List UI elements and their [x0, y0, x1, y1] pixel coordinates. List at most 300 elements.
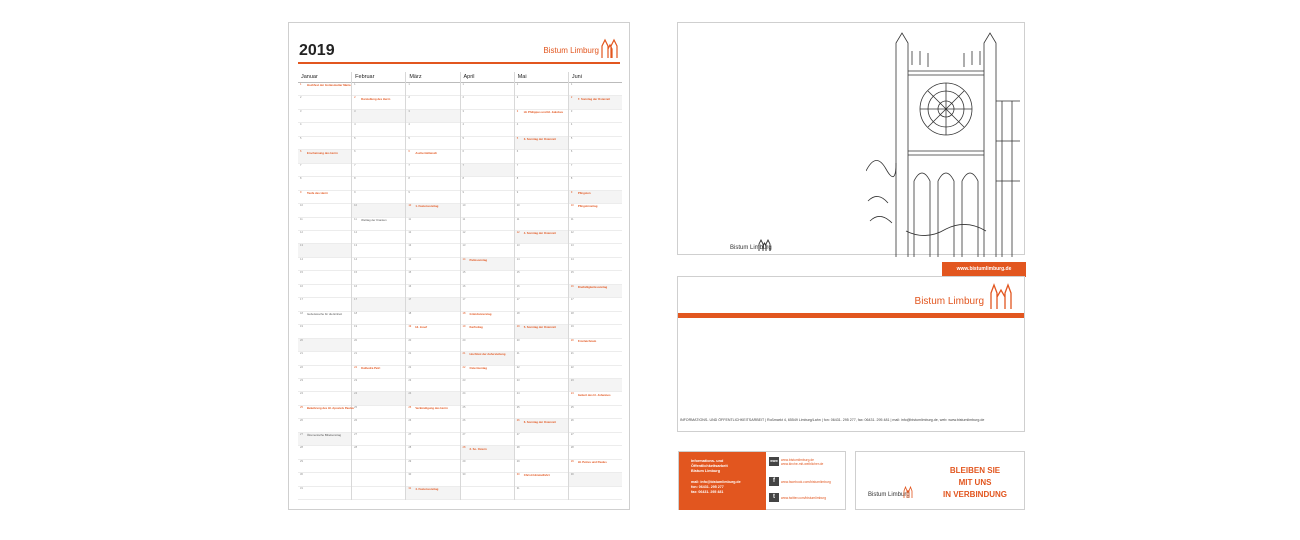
- calendar-day: [461, 271, 514, 284]
- day-number: 25: [462, 405, 466, 409]
- day-number: 19: [516, 325, 520, 329]
- day-number: 8: [300, 177, 302, 181]
- calendar-day: [298, 191, 351, 204]
- calendar-day: [461, 177, 514, 190]
- calendar-day: [298, 271, 351, 284]
- day-number: 22: [354, 365, 358, 369]
- day-number: 11: [462, 217, 466, 221]
- day-number: 22: [462, 365, 466, 369]
- calendar-event: 5. Sonntag der Osterzeit: [523, 325, 556, 330]
- day-number: 18: [570, 311, 574, 315]
- day-number: 9: [300, 190, 302, 194]
- calendar-day: [515, 433, 568, 446]
- month-name: Mai: [515, 72, 568, 83]
- wall-calendar: [288, 22, 630, 510]
- day-number: 21: [354, 352, 358, 356]
- day-number: 27: [462, 432, 466, 436]
- calendar-day: [461, 460, 514, 473]
- calendar-day: [569, 446, 622, 459]
- calendar-day: [352, 460, 405, 473]
- day-number: 9: [516, 190, 519, 194]
- flyer-mail[interactable]: mail: info@bistumlimburg.de: [691, 480, 741, 484]
- day-number: 22: [516, 365, 520, 369]
- flyer-web-link[interactable]: www.kirche-mit-weiblicher.de: [781, 461, 824, 466]
- day-number: 20: [354, 338, 358, 342]
- calendar-day: [352, 406, 405, 419]
- day-number: 13: [408, 244, 412, 248]
- calendar-day: [515, 123, 568, 136]
- calendar-day: [352, 352, 405, 365]
- day-number: 24: [516, 392, 520, 396]
- letterhead-rule: [678, 313, 1024, 318]
- calendar-day: [298, 204, 351, 217]
- calendar-day: [515, 285, 568, 298]
- calendar-event: Hl. Philippus und Hl. Jakobus: [523, 110, 564, 115]
- day-number: 8: [408, 177, 410, 181]
- calendar-day: [461, 150, 514, 163]
- flyer-org-line: Öffentlichkeitsarbeit: [691, 464, 728, 469]
- calendar-day: [298, 177, 351, 190]
- postcard-url[interactable]: www.bistumlimburg.de: [942, 262, 1026, 277]
- day-number: 13: [462, 244, 466, 248]
- day-number: 31: [300, 486, 303, 490]
- day-number: 18: [462, 311, 466, 315]
- calendar-event: Gründonnerstag: [469, 312, 492, 316]
- calendar-event: Fronleichnam: [577, 338, 597, 343]
- day-number: 1: [516, 83, 519, 86]
- calendar-day: [461, 325, 514, 338]
- cathedral-sketch-icon: [866, 31, 1020, 257]
- calendar-day: [461, 285, 514, 298]
- flyer-fax: fax: 06431. 295 481: [691, 490, 724, 494]
- day-number: 23: [462, 378, 466, 382]
- day-number: 23: [300, 378, 303, 382]
- day-number: 15: [462, 271, 466, 275]
- calendar-day: [569, 312, 622, 325]
- slogan-line: IN VERBINDUNG: [943, 490, 1008, 499]
- day-number: 14: [300, 257, 303, 261]
- flyer-web-row[interactable]: [769, 457, 823, 466]
- letterhead: [677, 276, 1025, 432]
- calendar-day: [515, 150, 568, 163]
- calendar-event: Karfreitag: [469, 325, 483, 330]
- calendar-day: [406, 150, 459, 163]
- calendar-day: [461, 204, 514, 217]
- calendar-day: [569, 177, 622, 190]
- day-number: 1: [300, 83, 302, 86]
- calendar-day: [569, 150, 622, 163]
- calendar-day: [461, 123, 514, 136]
- flyer-facebook-row[interactable]: [769, 477, 831, 486]
- calendar-event: 6. Sonntag der Osterzeit: [523, 419, 556, 424]
- day-number: 24: [570, 392, 574, 396]
- day-number: 12: [354, 230, 358, 234]
- flyer-twitter-link[interactable]: www.twitter.com/bistumlimburg: [781, 495, 827, 500]
- day-number: 20: [300, 338, 303, 342]
- calendar-event: Darstellung des Herrn: [361, 96, 391, 101]
- day-number: 7: [462, 163, 464, 167]
- calendar-day: [461, 487, 514, 500]
- calendar-day: [406, 96, 459, 109]
- day-number: 2: [570, 96, 573, 100]
- month-column: [514, 72, 568, 500]
- day-number: 14: [354, 257, 358, 261]
- calendar-day: [461, 339, 514, 352]
- day-number: 11: [516, 217, 520, 221]
- day-number: 14: [570, 257, 574, 261]
- calendar-event: 4. Sonntag der Osterzeit: [523, 231, 556, 236]
- day-number: 10: [462, 204, 466, 208]
- calendar-day: [298, 460, 351, 473]
- calendar-day: [515, 339, 568, 352]
- day-number: 18: [300, 311, 303, 315]
- day-number: 11: [570, 217, 574, 221]
- calendar-day: [298, 244, 351, 257]
- calendar-event: Pfingstmontag: [577, 204, 598, 209]
- slogan-text: [943, 465, 1007, 501]
- day-number: 13: [570, 244, 574, 248]
- calendar-day: [461, 96, 514, 109]
- calendar-day: [352, 164, 405, 177]
- day-number: 8: [354, 177, 356, 181]
- day-number: 17: [516, 298, 520, 302]
- calendar-day: [298, 298, 351, 311]
- day-number: 23: [408, 378, 412, 382]
- calendar-day: [461, 110, 514, 123]
- calendar-event: Hl. Petrus und Paulus: [577, 459, 607, 464]
- calendar-day: [569, 271, 622, 284]
- day-number: 5: [570, 136, 573, 140]
- day-number: 24: [408, 392, 412, 396]
- day-number: 19: [408, 325, 412, 329]
- calendar-year: 2019: [299, 42, 335, 59]
- calendar-day: [515, 460, 568, 473]
- calendar-day: [352, 204, 405, 217]
- day-number: 30: [570, 473, 574, 477]
- day-number: 28: [570, 446, 574, 450]
- calendar-day: [515, 325, 568, 338]
- day-number: 31: [408, 486, 412, 490]
- flyer-phone: fon: 06431. 295 277: [691, 485, 724, 489]
- calendar-day: [298, 487, 351, 500]
- day-number: 12: [300, 230, 303, 234]
- day-number: 20: [516, 338, 520, 342]
- calendar-day: [406, 352, 459, 365]
- calendar-day: [406, 406, 459, 419]
- day-number: 10: [570, 204, 574, 208]
- calendar-day: [406, 339, 459, 352]
- day-number: 19: [570, 325, 574, 329]
- day-number: 17: [462, 298, 466, 302]
- day-number: 23: [516, 378, 520, 382]
- day-number: 21: [570, 352, 574, 356]
- calendar-day: [461, 379, 514, 392]
- day-number: 25: [354, 405, 358, 409]
- day-number: 21: [462, 352, 466, 356]
- day-number: 3: [516, 109, 519, 113]
- calendar-day: [352, 137, 405, 150]
- flyer-social-panel: [767, 452, 846, 510]
- calendar-day: [298, 392, 351, 405]
- calendar-day: [352, 339, 405, 352]
- calendar-event: Verkündigung des Herrn: [415, 406, 448, 411]
- calendar-day: [515, 419, 568, 432]
- letterhead-brand: Bistum Limburg: [914, 296, 984, 307]
- day-number: 12: [516, 230, 520, 234]
- calendar-day: [461, 352, 514, 365]
- day-number: 28: [462, 446, 466, 450]
- day-number: 1: [462, 83, 464, 86]
- calendar-day: [406, 177, 459, 190]
- calendar-day: [352, 123, 405, 136]
- calendar-event: Kathedra Petri: [361, 365, 381, 370]
- calendar-event: 1. Fastensonntag: [415, 204, 439, 209]
- calendar-event: 4. Fastensonntag: [415, 486, 439, 491]
- day-number: 22: [300, 365, 303, 369]
- cathedral-icon: [990, 282, 1012, 309]
- calendar-day: [352, 110, 405, 123]
- day-number: 13: [300, 244, 303, 248]
- day-number: 30: [300, 473, 303, 477]
- day-number: 6: [354, 150, 356, 154]
- day-number: 16: [462, 284, 466, 288]
- calendar-day: [569, 366, 622, 379]
- calendar-day: [352, 177, 405, 190]
- calendar-day: [406, 137, 459, 150]
- day-number: 22: [570, 365, 574, 369]
- calendar-day: [461, 137, 514, 150]
- calendar-day: [515, 244, 568, 257]
- twitter-icon: t: [769, 493, 779, 502]
- calendar-day: [406, 473, 459, 486]
- day-number: 28: [408, 446, 412, 450]
- calendar-day: [461, 83, 514, 96]
- calendar-day: [406, 164, 459, 177]
- day-number: 27: [408, 432, 412, 436]
- day-number: 12: [408, 230, 412, 234]
- calendar-day: [406, 271, 459, 284]
- calendar-day: [352, 487, 405, 500]
- calendar-day: [461, 473, 514, 486]
- day-number: 17: [354, 298, 358, 302]
- day-number: 4: [408, 123, 410, 127]
- day-number: 29: [570, 459, 574, 463]
- calendar-day: [406, 460, 459, 473]
- day-number: 16: [354, 284, 358, 288]
- day-number: 26: [300, 419, 303, 423]
- day-number: 5: [354, 136, 356, 140]
- calendar-event: 3. Sonntag der Osterzeit: [523, 137, 556, 142]
- calendar-day: [352, 325, 405, 338]
- calendar-day: [569, 352, 622, 365]
- day-number: 10: [354, 204, 358, 208]
- day-number: 7: [516, 163, 519, 167]
- calendar-day: [569, 433, 622, 446]
- slogan-line: BLEIBEN SIE: [949, 466, 1001, 475]
- slogan-card: [855, 451, 1025, 510]
- calendar-day: [352, 446, 405, 459]
- day-number: 14: [462, 257, 466, 261]
- calendar-day: [461, 231, 514, 244]
- flyer-twitter-row[interactable]: [769, 493, 826, 502]
- day-number: 5: [408, 136, 410, 140]
- day-number: 6: [570, 150, 573, 154]
- calendar-day: [461, 392, 514, 405]
- calendar-day: [515, 473, 568, 486]
- day-number: 19: [300, 325, 303, 329]
- day-number: 4: [516, 123, 519, 127]
- day-number: 4: [300, 123, 302, 127]
- calendar-day: [298, 473, 351, 486]
- day-number: 29: [516, 459, 520, 463]
- day-number: 4: [570, 123, 573, 127]
- calendar-event: 7. Sonntag der Osterzeit: [577, 96, 611, 101]
- day-number: 18: [516, 311, 520, 315]
- day-number: 29: [300, 459, 303, 463]
- calendar-day: [352, 83, 405, 96]
- day-number: 5: [516, 136, 519, 140]
- calendar-day: [406, 298, 459, 311]
- day-number: 29: [462, 459, 466, 463]
- calendar-day: [515, 312, 568, 325]
- day-number: 7: [408, 163, 410, 167]
- calendar-day: [569, 285, 622, 298]
- calendar-event: Aschermittwoch: [415, 150, 438, 155]
- day-number: 29: [408, 459, 412, 463]
- calendar-day: [569, 110, 622, 123]
- calendar-day: [298, 325, 351, 338]
- day-number: 19: [354, 325, 358, 329]
- day-number: 10: [516, 204, 520, 208]
- calendar-day: [406, 419, 459, 432]
- calendar-day: [515, 271, 568, 284]
- calendar-day: [352, 473, 405, 486]
- day-number: 3: [570, 109, 573, 113]
- calendar-day: [569, 231, 622, 244]
- calendar-day: [406, 312, 459, 325]
- month-name: März: [406, 72, 459, 83]
- calendar-event: Christi Himmelfahrt: [523, 473, 550, 478]
- calendar-day: [406, 446, 459, 459]
- calendar-day: [406, 204, 459, 217]
- day-number: 31: [516, 486, 520, 490]
- calendar-day: [461, 258, 514, 271]
- calendar-day: [352, 218, 405, 231]
- calendar-day: [569, 460, 622, 473]
- calendar-day: [298, 405, 354, 419]
- calendar-day: [298, 83, 351, 96]
- day-number: 11: [408, 217, 412, 221]
- day-number: 2: [300, 96, 302, 100]
- calendar-day: [298, 218, 351, 231]
- calendar-day: [569, 339, 622, 352]
- calendar-day: [569, 473, 622, 486]
- calendar-day: [569, 258, 622, 271]
- day-number: 3: [300, 109, 302, 113]
- day-number: 16: [516, 284, 520, 288]
- calendar-event: Dreifaltigkeitssonntag: [577, 285, 608, 290]
- contact-flyer: [678, 451, 846, 510]
- flyer-web-link[interactable]: www.bistumlimburg.de: [781, 457, 814, 462]
- day-number: 15: [354, 271, 358, 275]
- calendar-day: [352, 312, 405, 325]
- calendar-day: [515, 218, 568, 231]
- calendar-day: [461, 298, 514, 311]
- calendar-day: [569, 218, 622, 231]
- day-number: 26: [462, 419, 466, 423]
- calendar-day: [515, 366, 568, 379]
- day-number: 26: [570, 419, 574, 423]
- day-number: 7: [300, 163, 302, 167]
- day-number: 7: [354, 163, 356, 167]
- day-number: 15: [300, 271, 303, 275]
- calendar-day: [461, 433, 514, 446]
- flyer-facebook-link[interactable]: www.facebook.com/bistumlimburg: [781, 479, 831, 484]
- day-number: 23: [354, 378, 358, 382]
- day-number: 28: [516, 446, 520, 450]
- calendar-event: Taufe des Herrn: [307, 190, 329, 195]
- calendar-day: [352, 366, 405, 379]
- day-number: 11: [354, 217, 357, 221]
- day-number: 28: [300, 446, 303, 450]
- calendar-day: [461, 446, 514, 459]
- calendar-day: [515, 177, 568, 190]
- day-number: 18: [408, 311, 412, 315]
- cathedral-icon: [758, 238, 771, 251]
- day-number: 4: [462, 123, 464, 127]
- calendar-day: [515, 231, 568, 244]
- calendar-day: [406, 83, 459, 96]
- day-number: 1: [570, 83, 573, 86]
- calendar-day: [569, 325, 622, 338]
- day-number: 12: [570, 230, 574, 234]
- calendar-event: Ostermontag: [469, 365, 487, 370]
- calendar-day: [406, 244, 459, 257]
- day-number: 26: [354, 419, 358, 423]
- calendar-event: Welttag der Kranken: [361, 217, 387, 222]
- day-number: 4: [354, 123, 356, 127]
- calendar-day: [298, 110, 351, 123]
- calendar-day: [298, 123, 351, 136]
- calendar-day: [569, 204, 622, 217]
- calendar-day: [569, 96, 622, 109]
- calendar-event: Palmsonntag: [469, 258, 488, 263]
- calendar-day: [461, 164, 514, 177]
- calendar-day: [569, 137, 622, 150]
- month-name: April: [461, 72, 514, 83]
- day-number: 23: [570, 378, 574, 382]
- day-number: 9: [354, 190, 356, 194]
- day-number: 2: [408, 96, 410, 100]
- calendar-day: [352, 433, 405, 446]
- calendar-day: [515, 204, 568, 217]
- day-number: 6: [462, 150, 464, 154]
- calendar-day: [298, 285, 351, 298]
- month-column: [298, 72, 354, 500]
- calendar-day: [461, 366, 514, 379]
- calendar-day: [298, 379, 351, 392]
- day-number: 3: [462, 109, 464, 113]
- day-number: 16: [570, 284, 574, 288]
- calendar-day: [569, 191, 622, 204]
- calendar-day: [298, 231, 351, 244]
- day-number: 8: [570, 177, 573, 181]
- calendar-event: Hl. Josef: [415, 325, 428, 330]
- calendar-day: [406, 379, 459, 392]
- calendar-header-rule: [298, 62, 620, 64]
- calendar-event: Gebetswoche für die Einheit: [307, 312, 342, 316]
- day-number: 3: [408, 109, 410, 113]
